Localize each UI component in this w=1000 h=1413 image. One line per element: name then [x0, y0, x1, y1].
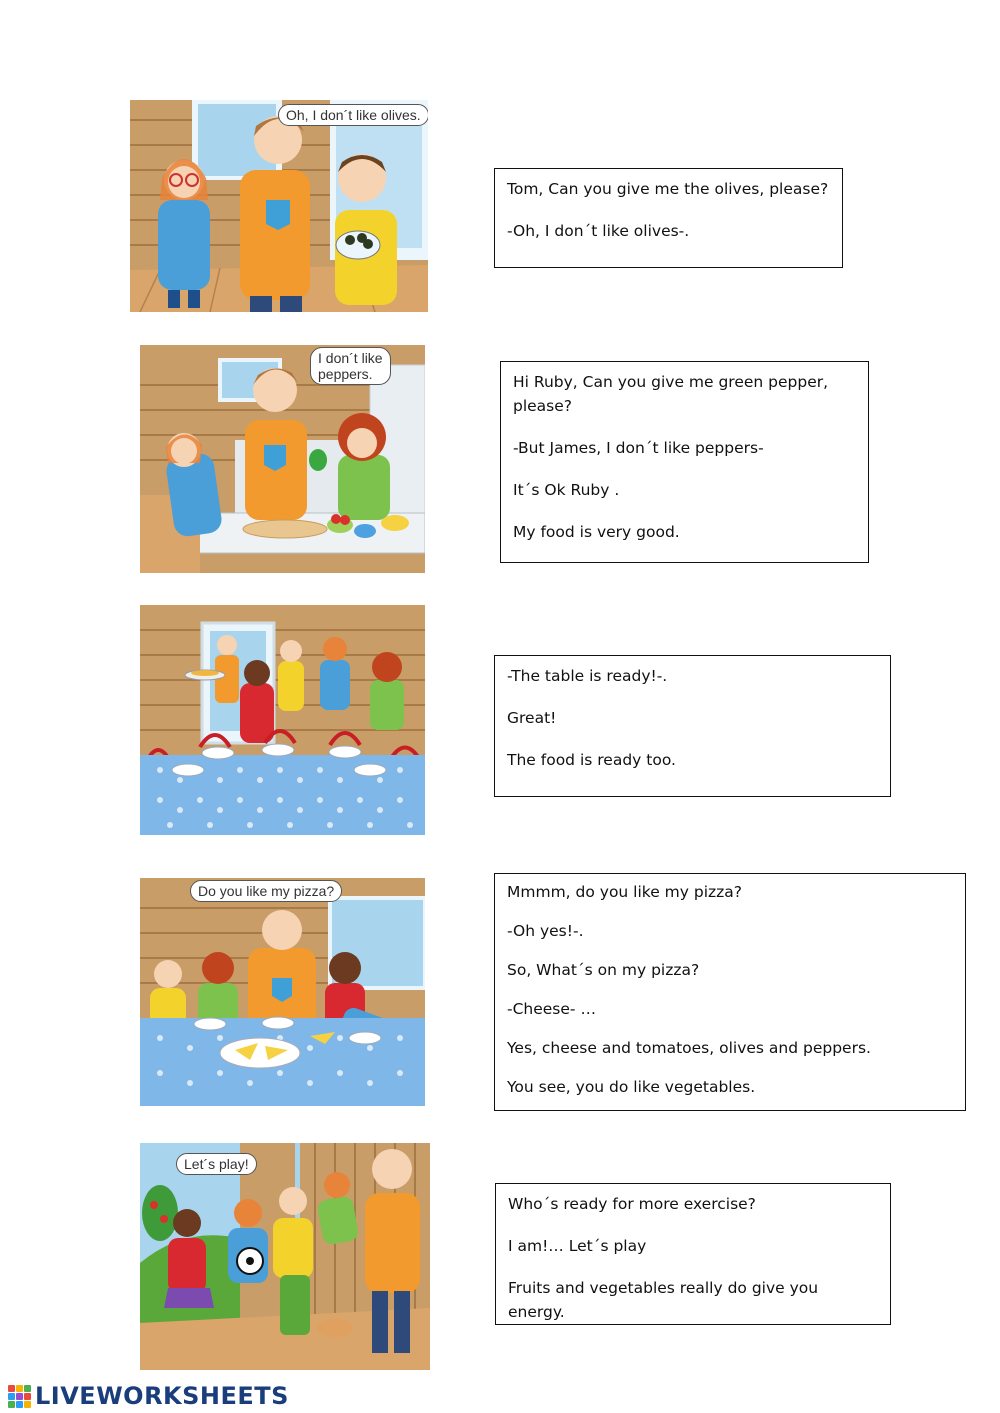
kitchen-scene-olives [130, 100, 428, 312]
comic-panel-1 [130, 100, 428, 312]
bubble-line: peppers. [318, 366, 373, 382]
dialogue-line: -Oh yes!-. [507, 922, 584, 940]
dialogue-line: Hi Ruby, Can you give me green pepper, please? [513, 373, 829, 415]
dialogue-line: -Oh, I don´t like olives-. [507, 222, 690, 240]
dialogue-box-4 [494, 873, 966, 1111]
dialogue-box-1 [494, 168, 843, 268]
dialogue-line: My food is very good. [513, 523, 680, 541]
dialogue-line: You see, you do like vegetables. [507, 1078, 756, 1096]
dining-room-scene [140, 605, 425, 835]
dialogue-line: It´s Ok Ruby . [513, 481, 620, 499]
dialogue-line: -Cheese- … [507, 1000, 596, 1018]
dialogue-line: -But James, I don´t like peppers- [513, 439, 764, 457]
dialogue-line: Fruits and vegetables really do give you energy. [508, 1279, 819, 1321]
logo-grid-icon [8, 1385, 31, 1408]
speech-bubble: Let´s play! [176, 1153, 257, 1175]
logo-text: LIVEWORKSHEETS [35, 1382, 289, 1410]
dialogue-box-5 [495, 1183, 891, 1325]
bubble-line: I don´t like [318, 350, 383, 366]
dialogue-line: So, What´s on my pizza? [507, 961, 700, 979]
speech-bubble [310, 347, 391, 385]
dialogue-line: I am!… Let´s play [508, 1237, 647, 1255]
dialogue-box-3 [494, 655, 891, 797]
dialogue-line: -The table is ready!-. [507, 667, 668, 685]
comic-panel-5 [140, 1143, 430, 1370]
comic-panel-3 [140, 605, 425, 835]
playing-scene [140, 1143, 430, 1370]
dialogue-line: Yes, cheese and tomatoes, olives and peppers. [507, 1039, 871, 1057]
dialogue-line: Tom, Can you give me the olives, please? [507, 180, 829, 198]
dialogue-box-2 [500, 361, 869, 563]
dialogue-line: Mmmm, do you like my pizza? [507, 883, 743, 901]
comic-panel-4 [140, 878, 425, 1106]
speech-bubble: Oh, I don´t like olives. [278, 104, 428, 126]
comic-panel-2 [140, 345, 425, 573]
dialogue-line: Great! [507, 709, 557, 727]
pizza-scene [140, 878, 425, 1106]
liveworksheets-logo [8, 1382, 289, 1410]
dialogue-line: The food is ready too. [507, 751, 676, 769]
speech-bubble: Do you like my pizza? [190, 880, 342, 902]
dialogue-line: Who´s ready for more exercise? [508, 1195, 756, 1213]
